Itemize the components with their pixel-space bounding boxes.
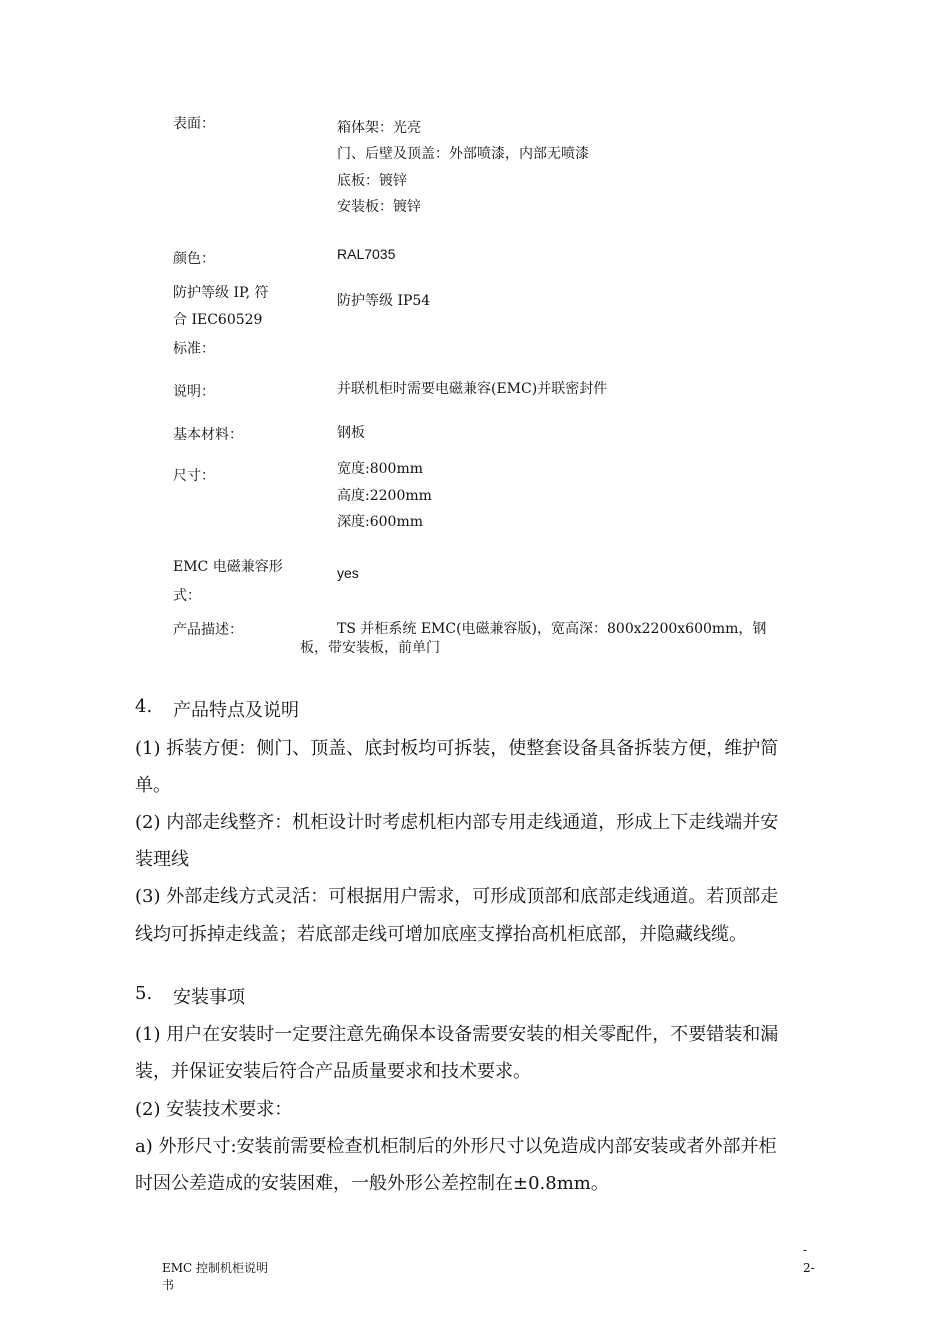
desc-line-1: TS 并柜系统 EMC(电磁兼容版)，宽高深：800x2200x600mm，钢 (337, 621, 767, 637)
note-value: 并联机柜时需要电磁兼容(EMC)并联密封件 (337, 381, 608, 397)
section-4-line-1: (1) 拆装方便：侧门、顶盖、底封板均可拆装，使整套设备具备拆装方便，维护简 (135, 738, 779, 759)
material-value: 钢板 (337, 425, 365, 441)
section-4-line-5: (3) 外部走线方式灵活：可根据用户需求，可形成顶部和底部走线通道。若顶部走 (135, 886, 779, 907)
section-5-line-2: 装，并保证安装后符合产品质量要求和技术要求。 (135, 1061, 531, 1082)
ip-value: 防护等级 IP54 (337, 293, 431, 309)
ip-label-line-2: 合 IEC60529 (173, 312, 263, 328)
section-5-heading: 安装事项 (173, 987, 245, 1008)
surface-value-3: 底板：镀锌 (337, 173, 407, 189)
footer-doc-title-line-2: 书 (162, 1278, 175, 1292)
page-number: 2- (803, 1261, 815, 1275)
section-4-line-3: (2) 内部走线整齐：机柜设计时考虑机柜内部专用走线通道，形成上下走线端并安 (135, 812, 779, 833)
desc-line-2: 板，带安装板，前单门 (300, 640, 440, 656)
size-height: 高度:2200mm (337, 488, 432, 504)
color-value: RAL7035 (337, 246, 396, 262)
surface-label: 表面： (173, 116, 215, 132)
page-number-dash: - (803, 1243, 808, 1257)
note-label: 说明： (173, 384, 215, 400)
section-4-line-2: 单。 (135, 775, 171, 796)
surface-value-4: 安装板：镀锌 (337, 199, 421, 215)
size-label: 尺寸： (173, 468, 215, 484)
size-depth: 深度:600mm (337, 514, 423, 530)
material-label: 基本材料： (173, 427, 243, 443)
surface-value-1: 箱体架：光亮 (337, 120, 421, 136)
section-4-line-6: 线均可拆掉走线盖；若底部走线可增加底座支撑抬高机柜底部，并隐藏线缆。 (135, 924, 747, 945)
emc-value: yes (337, 565, 359, 581)
emc-label-line-2: 式： (173, 588, 201, 604)
section-5-line-5: 时因公差造成的安装困难，一般外形公差控制在±0.8mm。 (135, 1173, 609, 1194)
emc-label-line-1: EMC 电磁兼容形 (173, 559, 283, 575)
desc-label: 产品描述： (173, 622, 243, 638)
section-4-heading: 产品特点及说明 (173, 700, 299, 721)
ip-label-line-1: 防护等级 IP, 符 (173, 285, 269, 301)
section-4-line-4: 装理线 (135, 849, 189, 870)
section-5-number: 5. (135, 983, 153, 1004)
section-5-line-4: a) 外形尺寸:安装前需要检查机柜制后的外形尺寸以免造成内部安装或者外部并柜 (135, 1136, 777, 1157)
section-4-number: 4. (135, 696, 153, 717)
surface-value-2: 门、后壁及顶盖：外部喷漆，内部无喷漆 (337, 146, 589, 162)
footer-doc-title-line-1: EMC 控制机柜说明 (162, 1261, 269, 1275)
size-width: 宽度:800mm (337, 461, 423, 477)
section-5-line-3: (2) 安装技术要求： (135, 1099, 293, 1120)
ip-label-line-3: 标准： (173, 341, 215, 357)
color-label: 颜色： (173, 251, 215, 267)
section-5-line-1: (1) 用户在安装时一定要注意先确保本设备需要安装的相关零配件，不要错装和漏 (135, 1024, 779, 1045)
